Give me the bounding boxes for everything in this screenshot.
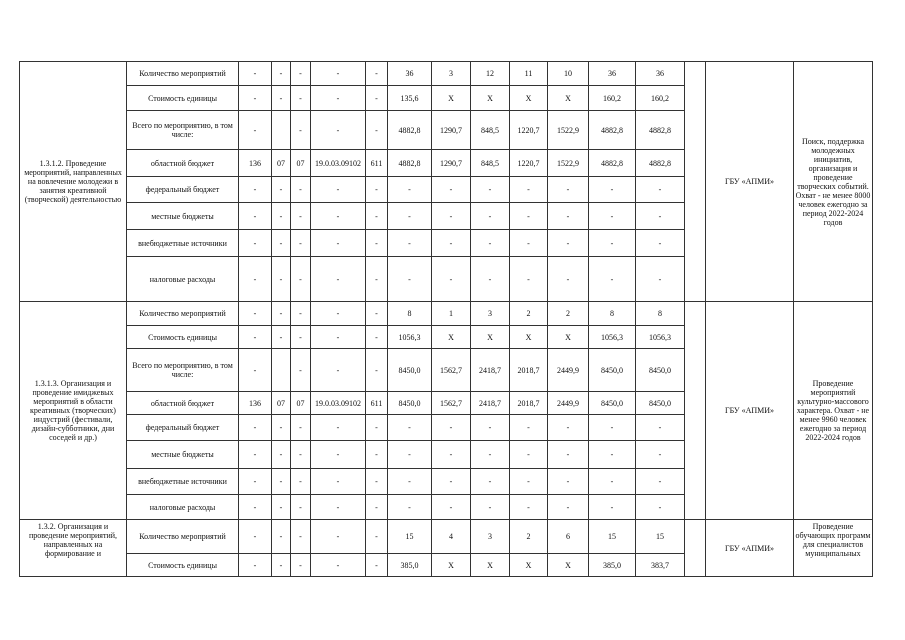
value-cell: 4: [432, 520, 471, 554]
value-cell: -: [311, 326, 366, 349]
value-cell: -: [432, 203, 471, 230]
value-cell: -: [272, 554, 291, 577]
value-cell: -: [366, 257, 388, 302]
value-cell: -: [291, 230, 311, 257]
value-cell: -: [366, 177, 388, 203]
value-cell: -: [311, 177, 366, 203]
value-cell: -: [471, 257, 510, 302]
value-cell: 848,5: [471, 111, 510, 150]
value-cell: 2: [510, 302, 548, 326]
value-cell: -: [366, 62, 388, 86]
value-cell: -: [471, 495, 510, 520]
value-cell: -: [366, 441, 388, 469]
value-cell: -: [548, 495, 589, 520]
value-cell: 8450,0: [388, 349, 432, 392]
value-cell: 15: [589, 520, 636, 554]
value-cell: -: [272, 520, 291, 554]
value-cell: 15: [636, 520, 685, 554]
value-cell: 385,0: [388, 554, 432, 577]
value-cell: 1220,7: [510, 150, 548, 177]
indicator-label: Количество мероприятий: [127, 62, 239, 86]
value-cell: -: [589, 441, 636, 469]
value-cell: -: [366, 349, 388, 392]
value-cell: -: [388, 415, 432, 441]
value-cell: 8: [589, 302, 636, 326]
value-cell: -: [548, 415, 589, 441]
value-cell: 8450,0: [388, 392, 432, 415]
indicator-label: Всего по мероприятию, в том числе:: [127, 349, 239, 392]
value-cell: 8450,0: [589, 349, 636, 392]
value-cell: 4882,8: [589, 111, 636, 150]
value-cell: 1220,7: [510, 111, 548, 150]
value-cell: 2018,7: [510, 392, 548, 415]
value-cell: 3: [471, 520, 510, 554]
value-cell: -: [311, 495, 366, 520]
value-cell: 8450,0: [589, 392, 636, 415]
indicator-label: внебюджетные источники: [127, 230, 239, 257]
value-cell: -: [366, 203, 388, 230]
value-cell: -: [291, 554, 311, 577]
value-cell: -: [239, 326, 272, 349]
value-cell: 1522,9: [548, 150, 589, 177]
value-cell: 8450,0: [636, 392, 685, 415]
value-cell: -: [432, 441, 471, 469]
value-cell: 15: [388, 520, 432, 554]
value-cell: 10: [548, 62, 589, 86]
value-cell: 2: [548, 302, 589, 326]
value-cell: 4882,8: [636, 111, 685, 150]
expected-result: Проведение обучающих программ для специалистов муниципальных: [794, 520, 873, 577]
value-cell: -: [548, 257, 589, 302]
value-cell: -: [366, 230, 388, 257]
value-cell: -: [636, 177, 685, 203]
value-cell: -: [272, 415, 291, 441]
indicator-label: областной бюджет: [127, 392, 239, 415]
value-cell: -: [291, 495, 311, 520]
value-cell: 136: [239, 392, 272, 415]
value-cell: 383,7: [636, 554, 685, 577]
value-cell: 1522,9: [548, 111, 589, 150]
value-cell: 3: [471, 302, 510, 326]
value-cell: 160,2: [589, 86, 636, 111]
value-cell: 11: [510, 62, 548, 86]
value-cell: Х: [432, 86, 471, 111]
value-cell: 07: [291, 150, 311, 177]
value-cell: [272, 111, 291, 150]
value-cell: -: [510, 230, 548, 257]
value-cell: -: [272, 177, 291, 203]
value-cell: -: [636, 469, 685, 495]
value-cell: 136: [239, 150, 272, 177]
value-cell: -: [291, 62, 311, 86]
value-cell: -: [548, 230, 589, 257]
value-cell: -: [589, 495, 636, 520]
executor-cell: ГБУ «АПМИ»: [706, 520, 794, 577]
value-cell: -: [432, 230, 471, 257]
value-cell: 2449,9: [548, 392, 589, 415]
value-cell: -: [311, 554, 366, 577]
program-table: [19, 61, 873, 577]
value-cell: -: [636, 230, 685, 257]
value-cell: -: [291, 302, 311, 326]
value-cell: -: [272, 302, 291, 326]
value-cell: -: [272, 326, 291, 349]
value-cell: 1562,7: [432, 392, 471, 415]
value-cell: -: [510, 495, 548, 520]
value-cell: 848,5: [471, 150, 510, 177]
value-cell: 8450,0: [636, 349, 685, 392]
value-cell: 36: [636, 62, 685, 86]
value-cell: -: [548, 203, 589, 230]
value-cell: -: [239, 441, 272, 469]
value-cell: -: [548, 177, 589, 203]
value-cell: -: [589, 415, 636, 441]
indicator-label: Стоимость единицы: [127, 326, 239, 349]
value-cell: -: [311, 469, 366, 495]
executor-cell: ГБУ «АПМИ»: [706, 62, 794, 302]
value-cell: 135,6: [388, 86, 432, 111]
value-cell: -: [471, 415, 510, 441]
value-cell: -: [510, 257, 548, 302]
blank-cell: [685, 520, 706, 577]
value-cell: -: [471, 203, 510, 230]
value-cell: -: [239, 62, 272, 86]
value-cell: 1056,3: [589, 326, 636, 349]
value-cell: -: [510, 469, 548, 495]
value-cell: -: [291, 349, 311, 392]
value-cell: -: [636, 415, 685, 441]
value-cell: -: [311, 62, 366, 86]
value-cell: -: [239, 177, 272, 203]
indicator-label: Всего по мероприятию, в том числе:: [127, 111, 239, 150]
value-cell: -: [432, 177, 471, 203]
value-cell: -: [366, 469, 388, 495]
indicator-label: федеральный бюджет: [127, 177, 239, 203]
value-cell: 4882,8: [388, 111, 432, 150]
blank-cell: [685, 302, 706, 520]
table-row: [20, 302, 873, 326]
expected-result: Проведение мероприятий культурно-массового характера. Охват - не менее 9960 человек ежегодно за период 2022-2024 годов: [794, 302, 873, 520]
value-cell: 19.0.03.09102: [311, 392, 366, 415]
value-cell: -: [272, 86, 291, 111]
value-cell: -: [548, 441, 589, 469]
value-cell: Х: [432, 554, 471, 577]
value-cell: -: [510, 415, 548, 441]
value-cell: -: [291, 520, 311, 554]
value-cell: -: [366, 111, 388, 150]
value-cell: -: [589, 469, 636, 495]
indicator-label: внебюджетные источники: [127, 469, 239, 495]
indicator-label: местные бюджеты: [127, 203, 239, 230]
event-name: 1.3.2. Организация и проведение мероприятий, направленных на формирование и: [20, 520, 127, 577]
value-cell: 611: [366, 150, 388, 177]
value-cell: -: [432, 495, 471, 520]
value-cell: -: [239, 302, 272, 326]
value-cell: -: [510, 203, 548, 230]
value-cell: -: [291, 203, 311, 230]
value-cell: -: [388, 177, 432, 203]
value-cell: -: [272, 230, 291, 257]
value-cell: -: [510, 177, 548, 203]
value-cell: 1290,7: [432, 111, 471, 150]
indicator-label: местные бюджеты: [127, 441, 239, 469]
indicator-label: налоговые расходы: [127, 257, 239, 302]
value-cell: -: [589, 230, 636, 257]
value-cell: -: [239, 257, 272, 302]
indicator-label: федеральный бюджет: [127, 415, 239, 441]
value-cell: -: [366, 495, 388, 520]
expected-result: Поиск, поддержка молодежных инициатив, организация и проведение творческих событий. Охват - не менее 8000 человек ежегодно за период 2022-2024 годов: [794, 62, 873, 302]
value-cell: -: [366, 554, 388, 577]
value-cell: 4882,8: [589, 150, 636, 177]
value-cell: -: [311, 520, 366, 554]
value-cell: 36: [589, 62, 636, 86]
value-cell: 1290,7: [432, 150, 471, 177]
value-cell: -: [471, 469, 510, 495]
value-cell: Х: [548, 554, 589, 577]
value-cell: 8: [388, 302, 432, 326]
value-cell: 07: [272, 392, 291, 415]
table-row: [20, 520, 873, 554]
value-cell: Х: [471, 86, 510, 111]
value-cell: Х: [548, 86, 589, 111]
value-cell: -: [432, 415, 471, 441]
value-cell: -: [471, 177, 510, 203]
event-name: 1.3.1.2. Проведение мероприятий, направленных на вовлечение молодежи в занятия креативной (творческой) деятельностью: [20, 62, 127, 302]
value-cell: -: [548, 469, 589, 495]
value-cell: 07: [272, 150, 291, 177]
value-cell: -: [239, 230, 272, 257]
value-cell: -: [366, 326, 388, 349]
value-cell: -: [636, 441, 685, 469]
value-cell: -: [366, 302, 388, 326]
value-cell: Х: [510, 554, 548, 577]
value-cell: 2018,7: [510, 349, 548, 392]
value-cell: -: [388, 469, 432, 495]
value-cell: -: [291, 415, 311, 441]
value-cell: -: [239, 415, 272, 441]
value-cell: -: [272, 441, 291, 469]
value-cell: -: [291, 326, 311, 349]
value-cell: 160,2: [636, 86, 685, 111]
value-cell: 1562,7: [432, 349, 471, 392]
value-cell: -: [471, 230, 510, 257]
value-cell: -: [239, 495, 272, 520]
value-cell: -: [636, 203, 685, 230]
value-cell: -: [432, 469, 471, 495]
value-cell: -: [239, 554, 272, 577]
value-cell: -: [291, 111, 311, 150]
event-name: 1.3.1.3. Организация и проведение имиджевых мероприятий в области креативных (творческих) индустрий (фестивали, дизайн-субботники, дни соседей и др.): [20, 302, 127, 520]
value-cell: 36: [388, 62, 432, 86]
value-cell: -: [311, 203, 366, 230]
value-cell: -: [272, 469, 291, 495]
value-cell: -: [432, 257, 471, 302]
executor-cell: ГБУ «АПМИ»: [706, 302, 794, 520]
indicator-label: Количество мероприятий: [127, 302, 239, 326]
value-cell: -: [471, 441, 510, 469]
value-cell: 19.0.03.09102: [311, 150, 366, 177]
value-cell: 07: [291, 392, 311, 415]
value-cell: -: [291, 441, 311, 469]
value-cell: -: [589, 203, 636, 230]
value-cell: Х: [432, 326, 471, 349]
value-cell: Х: [510, 326, 548, 349]
value-cell: -: [272, 62, 291, 86]
value-cell: -: [388, 495, 432, 520]
value-cell: -: [291, 257, 311, 302]
value-cell: Х: [471, 326, 510, 349]
indicator-label: Стоимость единицы: [127, 86, 239, 111]
value-cell: -: [239, 469, 272, 495]
value-cell: -: [589, 177, 636, 203]
value-cell: -: [311, 349, 366, 392]
value-cell: -: [239, 520, 272, 554]
value-cell: -: [291, 469, 311, 495]
value-cell: -: [311, 86, 366, 111]
value-cell: 2418,7: [471, 349, 510, 392]
value-cell: -: [239, 111, 272, 150]
value-cell: -: [636, 495, 685, 520]
value-cell: Х: [471, 554, 510, 577]
value-cell: [272, 349, 291, 392]
value-cell: 4882,8: [636, 150, 685, 177]
value-cell: 2418,7: [471, 392, 510, 415]
value-cell: 385,0: [589, 554, 636, 577]
value-cell: -: [311, 111, 366, 150]
indicator-label: налоговые расходы: [127, 495, 239, 520]
value-cell: -: [510, 441, 548, 469]
value-cell: -: [388, 257, 432, 302]
value-cell: -: [272, 203, 291, 230]
value-cell: 1: [432, 302, 471, 326]
value-cell: -: [589, 257, 636, 302]
value-cell: Х: [548, 326, 589, 349]
value-cell: 2449,9: [548, 349, 589, 392]
indicator-label: Количество мероприятий: [127, 520, 239, 554]
value-cell: 1056,3: [636, 326, 685, 349]
value-cell: -: [291, 86, 311, 111]
value-cell: 1056,3: [388, 326, 432, 349]
value-cell: Х: [510, 86, 548, 111]
table-row: [20, 62, 873, 86]
indicator-label: областной бюджет: [127, 150, 239, 177]
value-cell: -: [366, 86, 388, 111]
value-cell: -: [388, 230, 432, 257]
value-cell: -: [636, 257, 685, 302]
value-cell: -: [366, 520, 388, 554]
value-cell: -: [311, 415, 366, 441]
value-cell: -: [311, 441, 366, 469]
value-cell: -: [311, 257, 366, 302]
value-cell: -: [239, 349, 272, 392]
blank-cell: [685, 62, 706, 302]
value-cell: 4882,8: [388, 150, 432, 177]
value-cell: -: [311, 302, 366, 326]
indicator-label: Стоимость единицы: [127, 554, 239, 577]
value-cell: -: [311, 230, 366, 257]
value-cell: -: [388, 441, 432, 469]
value-cell: 6: [548, 520, 589, 554]
value-cell: -: [366, 415, 388, 441]
value-cell: 8: [636, 302, 685, 326]
value-cell: -: [272, 257, 291, 302]
value-cell: -: [239, 86, 272, 111]
value-cell: 611: [366, 392, 388, 415]
value-cell: 3: [432, 62, 471, 86]
value-cell: -: [239, 203, 272, 230]
value-cell: 2: [510, 520, 548, 554]
value-cell: -: [272, 495, 291, 520]
value-cell: 12: [471, 62, 510, 86]
value-cell: -: [291, 177, 311, 203]
value-cell: -: [388, 203, 432, 230]
